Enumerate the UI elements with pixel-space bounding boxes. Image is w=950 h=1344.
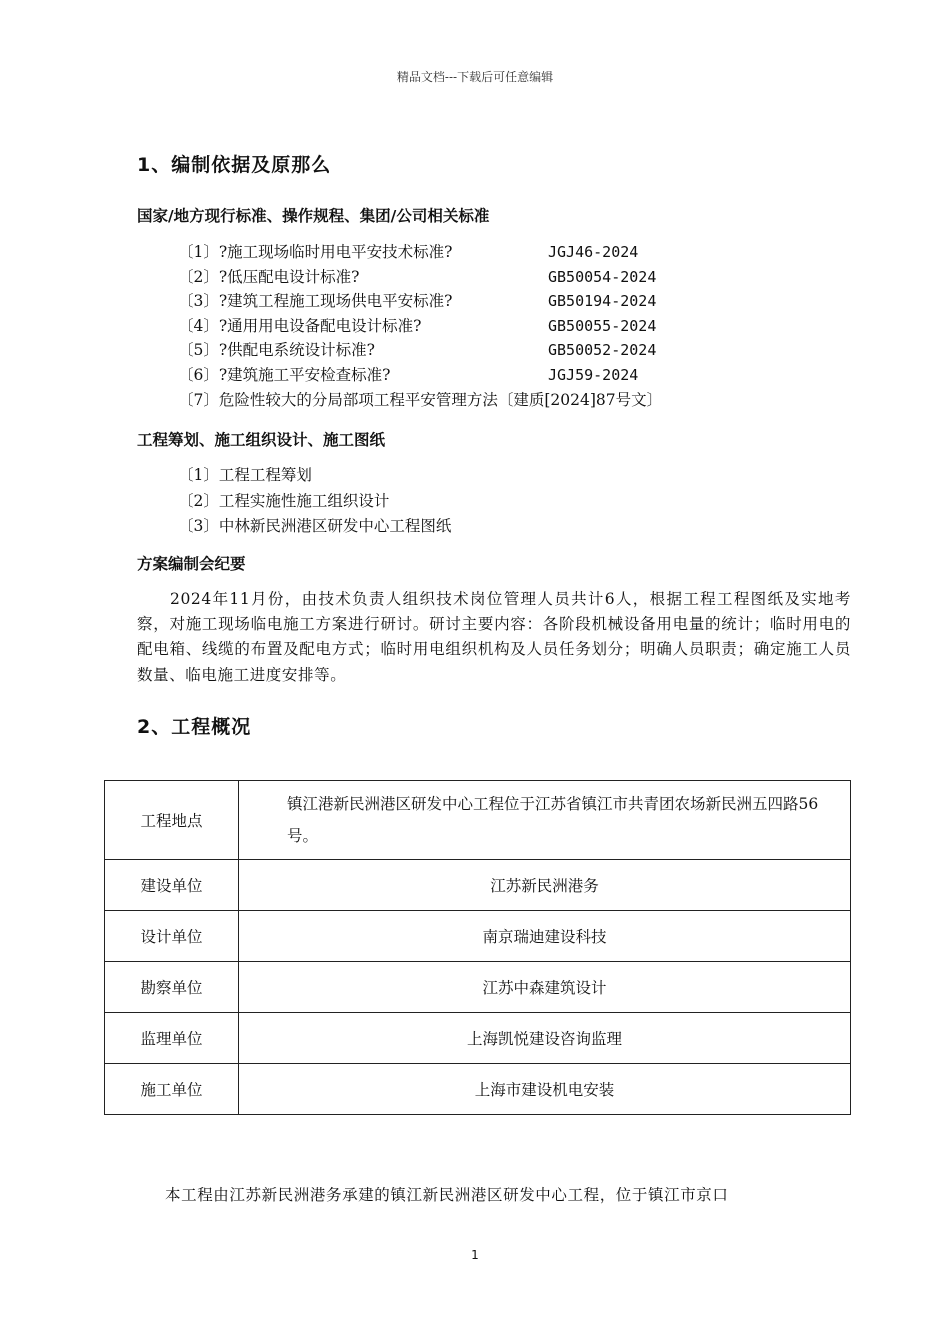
list-item: 〔3〕中林新民洲港区研发中心工程图纸 xyxy=(178,517,452,536)
page-number: 1 xyxy=(471,1248,479,1262)
table-row xyxy=(105,1064,851,1115)
table-value-cell: 上海市建设机电安装 xyxy=(239,1064,851,1115)
table-label-cell: 建设单位 xyxy=(105,860,239,911)
standard-name: 〔5〕?供配电系统设计标准? xyxy=(178,341,375,360)
section1-title: 1、编制依据及原那么 xyxy=(137,154,332,176)
plan-list xyxy=(178,463,451,540)
table-row xyxy=(105,1013,851,1064)
standard-name: 〔4〕?通用用电设备配电设计标准? xyxy=(178,316,422,335)
list-item xyxy=(178,265,898,290)
table-label-cell: 监理单位 xyxy=(105,1013,239,1064)
list-item xyxy=(178,338,898,363)
list-item xyxy=(178,363,898,388)
standard-code: GB50054-2024 xyxy=(548,267,657,286)
standards-list xyxy=(178,240,898,412)
meeting-paragraph: 2024年11月份，由技术负责人组织技术岗位管理人员共计6人，根据工程工程图纸及实地考察，对施工现场临电施工方案进行研讨。研讨主要内容：各阶段机械设备用电量的统计；临时用电的配电箱、线缆的布置及配电方式；临时用电组织机构及人员任务划分；明确人员职责；确定施工人员数量、临电施工进度安排等。 xyxy=(137,590,851,684)
table-row xyxy=(105,962,851,1013)
standard-name: 〔3〕?建筑工程施工现场供电平安标准? xyxy=(178,292,453,311)
table-value-cell: 江苏中森建筑设计 xyxy=(239,962,851,1013)
table-label-cell: 设计单位 xyxy=(105,911,239,962)
standard-code: GB50052-2024 xyxy=(548,341,657,360)
table-label-cell: 工程地点 xyxy=(105,781,239,860)
page-header: 精品文档---下载后可任意编辑 xyxy=(396,70,554,84)
table-value-cell xyxy=(239,781,851,860)
table-row xyxy=(105,911,851,962)
list-item: 〔1〕工程工程筹划 xyxy=(178,466,312,484)
standard-code: GB50194-2024 xyxy=(548,292,657,311)
meeting-heading: 方案编制会纪要 xyxy=(137,555,246,573)
table-row xyxy=(105,860,851,911)
list-item xyxy=(178,240,898,265)
list-item xyxy=(178,314,898,339)
plan-heading: 工程筹划、施工组织设计、施工图纸 xyxy=(137,431,386,449)
list-item: 〔2〕工程实施性施工组织设计 xyxy=(178,491,390,510)
standard-name: 〔1〕?施工现场临时用电平安技术标准? xyxy=(178,243,453,261)
standards-heading: 国家/地方现行标准、操作规程、集团/公司相关标准 xyxy=(137,207,490,225)
table-value-cell: 江苏新民洲港务 xyxy=(239,860,851,911)
table-value-cell: 上海凯悦建设咨询监理 xyxy=(239,1013,851,1064)
section2-title: 2、工程概况 xyxy=(137,716,252,738)
project-info-table xyxy=(104,780,851,1115)
list-item xyxy=(178,289,898,314)
standard-code: GB50055-2024 xyxy=(548,316,657,335)
standard-name: 〔6〕?建筑施工平安检查标准? xyxy=(178,365,391,384)
standard-name: 〔7〕危险性较大的分局部项工程平安管理方法〔建质[2024]87号文〕 xyxy=(178,390,663,409)
standard-code: JGJ46-2024 xyxy=(548,243,639,261)
list-item xyxy=(178,388,898,413)
table-label-cell: 施工单位 xyxy=(105,1064,239,1115)
location-text: 镇江港新民洲港区研发中心工程位于江苏省镇江市共青团农场新民洲五四路56号。 xyxy=(287,795,819,845)
standard-code: JGJ59-2024 xyxy=(548,365,639,384)
standard-name: 〔2〕?低压配电设计标准? xyxy=(178,267,360,286)
table-value-cell: 南京瑞迪建设科技 xyxy=(239,911,851,962)
table-label-cell: 勘察单位 xyxy=(105,962,239,1013)
overview-paragraph: 本工程由江苏新民洲港务承建的镇江新民洲港区研发中心工程，位于镇江市京口 xyxy=(165,1186,729,1204)
table-row xyxy=(105,781,851,860)
